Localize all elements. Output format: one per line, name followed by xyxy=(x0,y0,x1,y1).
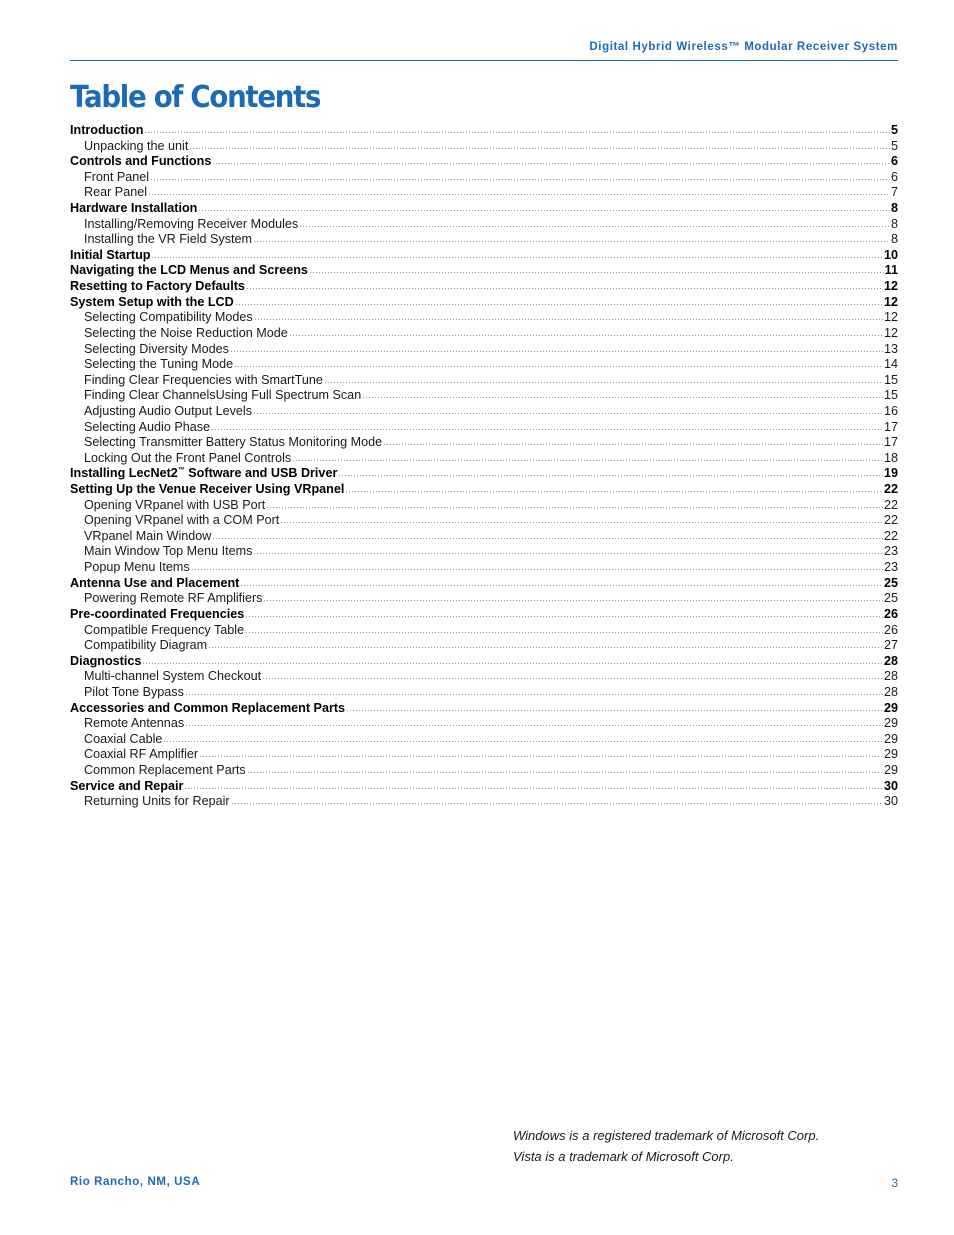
toc-entry-title xyxy=(70,123,143,139)
toc-page-number: 6 xyxy=(890,154,898,169)
toc-subsection-entry[interactable] xyxy=(70,357,898,373)
toc-entry-title-text: Setting Up the Venue Receiver Using VRpanel xyxy=(70,482,345,497)
toc-page-number: 22 xyxy=(883,482,898,497)
dot-leader xyxy=(230,351,883,352)
dot-leader xyxy=(245,632,883,633)
toc-page-number: 18 xyxy=(883,450,898,465)
toc-entry-title-text: Returning Units for Repair xyxy=(84,794,230,809)
dot-leader xyxy=(253,241,890,242)
toc-page-number: 27 xyxy=(883,638,898,653)
dot-leader xyxy=(324,382,883,383)
toc-entry-title xyxy=(84,217,298,233)
trademark-vista: Vista is a trademark of Microsoft Corp. xyxy=(513,1149,734,1164)
toc-entry-title-text: Multi-channel System Checkout xyxy=(84,669,262,684)
toc-entry-title xyxy=(84,747,198,763)
toc-page-number: 25 xyxy=(883,591,898,606)
toc-entry-title-text: Unpacking the unit xyxy=(84,138,189,153)
dot-leader xyxy=(292,460,883,461)
dot-leader xyxy=(266,507,883,508)
toc-subsection-entry[interactable] xyxy=(70,623,898,639)
toc-subsection-entry[interactable] xyxy=(70,544,898,560)
toc-subsection-entry[interactable] xyxy=(70,763,898,779)
toc-entry-title xyxy=(84,560,190,576)
toc-entry-title-text: Resetting to Factory Defaults xyxy=(70,279,245,294)
toc-entry-title-text: Compatibility Diagram xyxy=(84,638,208,653)
toc-subsection-entry[interactable] xyxy=(70,420,898,436)
toc-entry-title xyxy=(70,654,141,670)
toc-section-entry[interactable] xyxy=(70,576,898,592)
toc-entry-title-continued: Software and USB Driver xyxy=(184,466,338,481)
toc-section-entry[interactable] xyxy=(70,466,898,482)
toc-subsection-entry[interactable] xyxy=(70,732,898,748)
table-of-contents xyxy=(70,123,898,810)
toc-entry-title xyxy=(84,638,207,654)
toc-page-number: 12 xyxy=(883,294,898,309)
toc-section-entry[interactable] xyxy=(70,123,898,139)
toc-entry-title xyxy=(70,154,211,170)
toc-page-number: 22 xyxy=(883,513,898,528)
dot-leader xyxy=(289,335,883,336)
toc-entry-title xyxy=(84,310,253,326)
toc-section-entry[interactable] xyxy=(70,279,898,295)
toc-page-number: 5 xyxy=(890,138,898,153)
dot-leader xyxy=(309,272,884,273)
toc-subsection-entry[interactable] xyxy=(70,685,898,701)
toc-entry-title xyxy=(70,295,234,311)
dot-leader xyxy=(254,319,883,320)
toc-entry-title xyxy=(70,701,345,717)
dot-leader xyxy=(253,413,883,414)
toc-entry-title-text: Controls and Functions xyxy=(70,154,212,169)
toc-page-number: 14 xyxy=(883,357,898,372)
toc-page-number: 6 xyxy=(890,169,898,184)
toc-entry-title xyxy=(70,248,150,264)
toc-entry-title xyxy=(84,342,229,358)
dot-leader xyxy=(208,647,883,648)
toc-entry-title-text: Service and Repair xyxy=(70,778,184,793)
toc-subsection-entry[interactable] xyxy=(70,310,898,326)
toc-entry-title xyxy=(84,170,149,186)
toc-entry-title-text: Accessories and Common Replacement Parts xyxy=(70,700,346,715)
toc-entry-title-text: Antenna Use and Placement xyxy=(70,575,240,590)
toc-entry-title xyxy=(84,404,252,420)
toc-page-number: 22 xyxy=(883,528,898,543)
toc-section-entry[interactable] xyxy=(70,654,898,670)
toc-entry-title-text: Coaxial RF Amplifier xyxy=(84,747,199,762)
toc-page-number: 8 xyxy=(890,232,898,247)
toc-section-entry[interactable] xyxy=(70,263,898,279)
dot-leader xyxy=(246,288,883,289)
dot-leader xyxy=(247,772,883,773)
toc-subsection-entry[interactable] xyxy=(70,435,898,451)
dot-leader xyxy=(234,366,883,367)
toc-entry-title-text: System Setup with the LCD xyxy=(70,294,234,309)
toc-page-number: 12 xyxy=(883,279,898,294)
toc-entry-title xyxy=(84,232,252,248)
toc-entry-title-text: Remote Antennas xyxy=(84,716,185,731)
toc-page-number: 29 xyxy=(883,731,898,746)
toc-subsection-entry[interactable] xyxy=(70,326,898,342)
dot-leader xyxy=(189,148,890,149)
header-title: Digital Hybrid Wireless™ Modular Receiver System xyxy=(589,41,898,53)
toc-entry-title-text: Finding Clear ChannelsUsing Full Spectrum Scan xyxy=(84,388,362,403)
toc-entry-title-text: Adjusting Audio Output Levels xyxy=(84,403,253,418)
toc-subsection-entry[interactable] xyxy=(70,185,898,201)
toc-entry-title-text: Finding Clear Frequencies with SmartTune xyxy=(84,372,323,387)
toc-subsection-entry[interactable] xyxy=(70,373,898,389)
toc-entry-title-text: Powering Remote RF Amplifiers xyxy=(84,591,263,606)
toc-entry-title-text: Introduction xyxy=(70,123,144,137)
dot-leader xyxy=(184,788,883,789)
toc-subsection-entry[interactable] xyxy=(70,498,898,514)
toc-page-number: 28 xyxy=(883,684,898,699)
toc-entry-title xyxy=(70,466,337,482)
toc-page-number: 16 xyxy=(883,403,898,418)
dot-leader xyxy=(346,710,883,711)
toc-entry-title xyxy=(84,685,184,701)
toc-section-entry[interactable] xyxy=(70,201,898,217)
toc-entry-title-text: Opening VRpanel with a COM Port xyxy=(84,513,280,528)
toc-subsection-entry[interactable] xyxy=(70,747,898,763)
toc-page-number: 19 xyxy=(883,466,898,481)
dot-leader xyxy=(262,678,883,679)
toc-entry-title xyxy=(70,201,197,217)
toc-entry-title-text: Selecting the Tuning Mode xyxy=(84,357,234,372)
toc-entry-title-text: Selecting Audio Phase xyxy=(84,419,211,434)
toc-entry-title xyxy=(84,388,361,404)
toc-subsection-entry[interactable] xyxy=(70,451,898,467)
toc-entry-title-text: Opening VRpanel with USB Port xyxy=(84,497,266,512)
dot-leader xyxy=(240,585,883,586)
toc-entry-title-text: Locking Out the Front Panel Controls xyxy=(84,450,292,465)
dot-leader xyxy=(199,756,883,757)
toc-subsection-entry[interactable] xyxy=(70,560,898,576)
dot-leader xyxy=(280,522,883,523)
dot-leader xyxy=(198,210,890,211)
toc-entry-title-text: Initial Startup xyxy=(70,247,151,262)
toc-section-entry[interactable] xyxy=(70,154,898,170)
toc-page-number: 29 xyxy=(883,747,898,762)
toc-page-number: 11 xyxy=(884,263,898,278)
dot-leader xyxy=(345,491,883,492)
toc-entry-title xyxy=(84,357,233,373)
toc-entry-title xyxy=(84,716,184,732)
toc-subsection-entry[interactable] xyxy=(70,342,898,358)
toc-subsection-entry[interactable] xyxy=(70,638,898,654)
dot-leader xyxy=(142,663,883,664)
toc-subsection-entry[interactable] xyxy=(70,794,898,810)
toc-subsection-entry[interactable] xyxy=(70,591,898,607)
toc-entry-title-text: Rear Panel xyxy=(84,185,148,200)
toc-page-number: 23 xyxy=(883,560,898,575)
toc-entry-title-text: Common Replacement Parts xyxy=(84,762,246,777)
toc-section-entry[interactable] xyxy=(70,482,898,498)
toc-page-number: 8 xyxy=(890,216,898,231)
dot-leader xyxy=(212,163,890,164)
toc-subsection-entry[interactable] xyxy=(70,669,898,685)
toc-entry-title-text: Main Window Top Menu Items xyxy=(84,544,253,559)
trademark-notes xyxy=(513,1125,819,1167)
toc-entry-title-text: Compatible Frequency Table xyxy=(84,622,245,637)
toc-page-number: 28 xyxy=(883,653,898,668)
trademark-symbol: ™ xyxy=(177,467,185,475)
toc-entry-title-text: Pre-coordinated Frequencies xyxy=(70,606,245,621)
toc-entry-title-text: Diagnostics xyxy=(70,653,142,668)
toc-page-number: 15 xyxy=(883,372,898,387)
toc-entry-title xyxy=(84,529,211,545)
toc-entry-title-text: VRpanel Main Window xyxy=(84,528,212,543)
toc-entry-title-text: Hardware Installation xyxy=(70,201,198,216)
toc-entry-title-text: Popup Menu Items xyxy=(84,560,190,575)
footer-location: Rio Rancho, NM, USA xyxy=(70,1176,201,1188)
toc-entry-title xyxy=(84,513,279,529)
dot-leader xyxy=(245,616,883,617)
dot-leader xyxy=(185,694,883,695)
toc-entry-title xyxy=(70,482,344,498)
toc-entry-title xyxy=(84,544,252,560)
toc-entry-title xyxy=(84,373,323,389)
toc-section-entry[interactable] xyxy=(70,248,898,264)
toc-entry-title xyxy=(70,576,239,592)
toc-entry-title xyxy=(84,498,265,514)
dot-leader xyxy=(338,475,883,476)
dot-leader xyxy=(383,444,883,445)
toc-subsection-entry[interactable] xyxy=(70,529,898,545)
dot-leader xyxy=(211,429,883,430)
toc-page-number: 15 xyxy=(883,388,898,403)
toc-entry-title-text: Pilot Tone Bypass xyxy=(84,684,184,699)
toc-page-number: 13 xyxy=(883,341,898,356)
toc-entry-title xyxy=(70,779,183,795)
toc-page-number: 28 xyxy=(883,669,898,684)
toc-page-number: 12 xyxy=(883,325,898,340)
toc-entry-title xyxy=(84,623,244,639)
toc-entry-title-text: Installing the VR Field System xyxy=(84,232,252,247)
toc-entry-title xyxy=(84,794,230,810)
toc-page-number: 7 xyxy=(890,185,898,200)
toc-page-number: 22 xyxy=(883,497,898,512)
toc-page-number: 29 xyxy=(883,716,898,731)
toc-page-number: 29 xyxy=(883,700,898,715)
toc-page-number: 10 xyxy=(883,247,898,262)
dot-leader xyxy=(163,741,883,742)
toc-entry-title xyxy=(84,435,382,451)
toc-subsection-entry[interactable] xyxy=(70,404,898,420)
toc-page-number: 26 xyxy=(883,622,898,637)
toc-section-entry[interactable] xyxy=(70,779,898,795)
toc-entry-title xyxy=(84,591,262,607)
toc-page-number: 30 xyxy=(883,778,898,793)
toc-entry-title-text: Navigating the LCD Menus and Screens xyxy=(70,263,308,278)
toc-subsection-entry[interactable] xyxy=(70,170,898,186)
toc-subsection-entry[interactable] xyxy=(70,388,898,404)
toc-entry-title-text: Installing LecNet2 xyxy=(70,466,178,481)
toc-page-number: 23 xyxy=(883,544,898,559)
dot-leader xyxy=(150,179,890,180)
page-title: Table of Contents xyxy=(70,80,321,115)
dot-leader xyxy=(191,569,883,570)
toc-entry-title-text: Front Panel xyxy=(84,169,150,184)
toc-subsection-entry[interactable] xyxy=(70,139,898,155)
dot-leader xyxy=(151,257,883,258)
toc-entry-title-text: Installing/Removing Receiver Modules xyxy=(84,216,299,231)
toc-page-number: 26 xyxy=(883,606,898,621)
dot-leader xyxy=(212,538,883,539)
toc-page-number: 12 xyxy=(883,310,898,325)
toc-entry-title xyxy=(70,279,245,295)
toc-page-number: 5 xyxy=(890,123,898,137)
toc-page-number: 17 xyxy=(883,435,898,450)
toc-entry-title xyxy=(84,763,246,779)
dot-leader xyxy=(148,194,890,195)
toc-entry-title xyxy=(84,669,261,685)
toc-subsection-entry[interactable] xyxy=(70,232,898,248)
dot-leader xyxy=(231,803,883,804)
toc-entry-title-text: Selecting the Noise Reduction Mode xyxy=(84,325,288,340)
toc-page-number: 8 xyxy=(890,201,898,216)
toc-entry-title xyxy=(84,139,188,155)
toc-section-entry[interactable] xyxy=(70,701,898,717)
toc-entry-title xyxy=(84,420,210,436)
dot-leader xyxy=(299,226,890,227)
toc-section-entry[interactable] xyxy=(70,295,898,311)
toc-page-number: 25 xyxy=(883,575,898,590)
toc-entry-title xyxy=(84,326,288,342)
dot-leader xyxy=(144,132,890,133)
dot-leader xyxy=(185,725,883,726)
toc-entry-title xyxy=(84,732,162,748)
toc-entry-title-text: Coaxial Cable xyxy=(84,731,163,746)
toc-entry-title-text: Selecting Diversity Modes xyxy=(84,341,229,356)
toc-entry-title xyxy=(70,607,244,623)
dot-leader xyxy=(362,397,883,398)
trademark-windows: Windows is a registered trademark of Microsoft Corp. xyxy=(513,1128,820,1143)
toc-page-number: 17 xyxy=(883,419,898,434)
toc-page-number: 29 xyxy=(883,762,898,777)
toc-subsection-entry[interactable] xyxy=(70,217,898,233)
toc-entry-title-text: Selecting Transmitter Battery Status Monitoring Mode xyxy=(84,435,383,450)
dot-leader xyxy=(235,304,883,305)
toc-entry-title-text: Selecting Compatibility Modes xyxy=(84,310,253,325)
page-header xyxy=(70,40,898,61)
dot-leader xyxy=(263,600,883,601)
dot-leader xyxy=(253,553,883,554)
footer-page-number: 3 xyxy=(891,1176,898,1190)
toc-section-entry[interactable] xyxy=(70,607,898,623)
toc-entry-title xyxy=(84,185,147,201)
toc-page-number: 30 xyxy=(883,794,898,809)
toc-subsection-entry[interactable] xyxy=(70,716,898,732)
toc-entry-title xyxy=(70,263,308,279)
toc-subsection-entry[interactable] xyxy=(70,513,898,529)
toc-entry-title xyxy=(84,451,291,467)
